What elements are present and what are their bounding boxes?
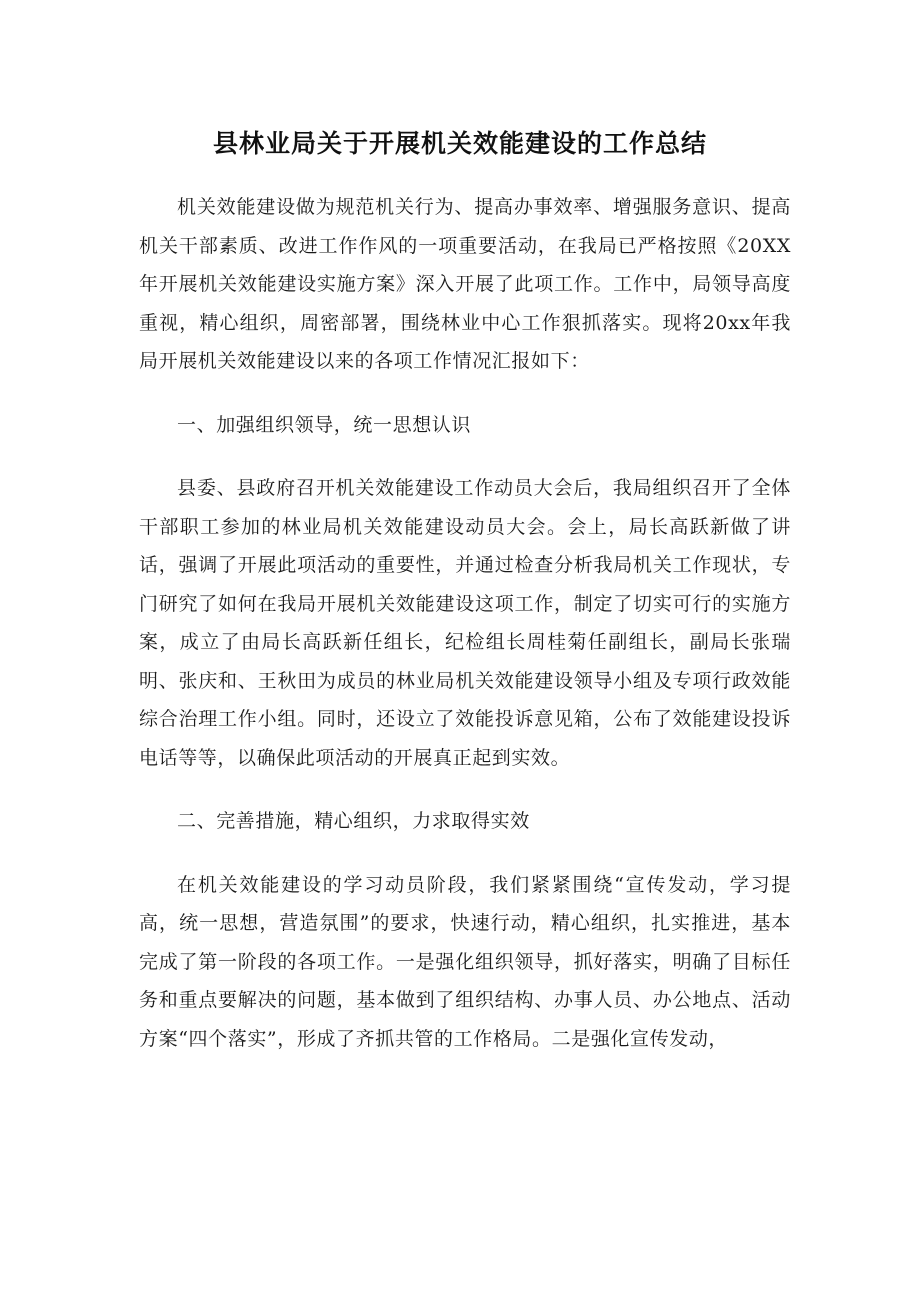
section-2-paragraph: 在机关效能建设的学习动员阶段，我们紧紧围绕“宣传发动，学习提高，统一思想，营造氛围”的要求，快速行动，精心组织，扎实推进，基本完成了第一阶段的各项工作。一是强化组织领导，抓好落实，明确了目标任务和重点要解决的问题，基本做到了组织结构、办事人员、办公地点、活动方案“四个落实”，形成了齐抓共管的工作格局。二是强化宣传发动， [139, 873, 791, 1050]
section-1-paragraph: 县委、县政府召开机关效能建设工作动员大会后，我局组织召开了全体干部职工参加的林业局机关效能建设动员大会。会上，局长高跃新做了讲话，强调了开展此项活动的重要性，并通过检查分析我局机关工作现状，专门研究了如何在我局开展机关效能建设这项工作，制定了切实可行的实施方案，成立了由局长高跃新任组长，纪检组长周桂菊任副组长，副局长张瑞明、张庆和、王秋田为成员的林业局机关效能建设领导小组及专项行政效能综合治理工作小组。同时，还设立了效能投诉意见箱，公布了效能建设投诉电话等等，以确保此项活动的开展真正起到实效。 [139, 477, 791, 769]
section-1-heading: 一、加强组织领导，统一思想认识 [177, 413, 472, 436]
document-body [139, 188, 791, 1058]
intro-paragraph: 机关效能建设做为规范机关行为、提高办事效率、增强服务意识、提高机关干部素质、改进工作作风的一项重要活动，在我局已严格按照《20XX年开展机关效能建设实施方案》深入开展了此项工作。工作中，局领导高度重视，精心组织，周密部署，围绕林业中心工作狠抓落实。现将20xx年我局开展机关效能建设以来的各项工作情况汇报如下： [139, 196, 791, 372]
document-title: 县林业局关于开展机关效能建设的工作总结 [212, 129, 707, 158]
section-2-heading: 二、完善措施，精心组织，力求取得实效 [177, 810, 530, 832]
